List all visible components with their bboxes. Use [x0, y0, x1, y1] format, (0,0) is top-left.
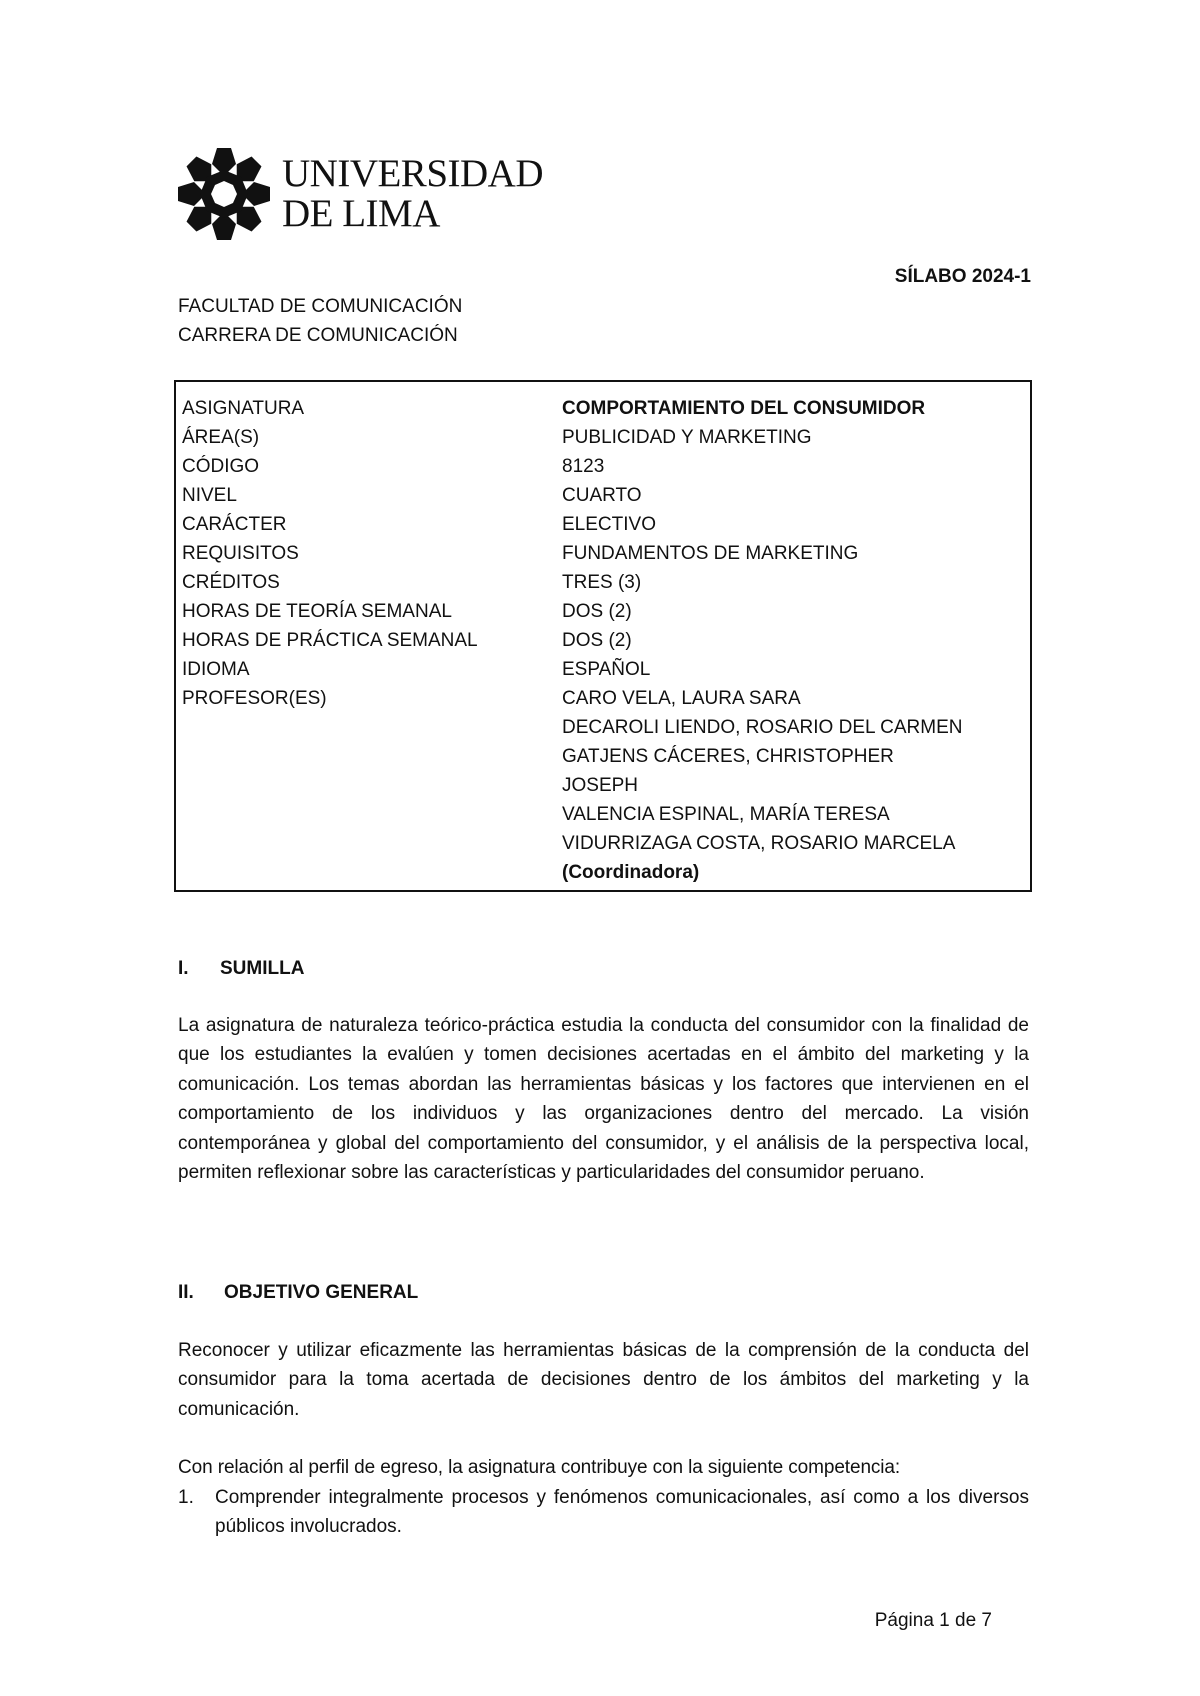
- info-label: CRÉDITOS: [182, 572, 280, 593]
- info-label: PROFESOR(ES): [182, 688, 327, 709]
- section-title: OBJETIVO GENERAL: [224, 1282, 419, 1303]
- section-number: I.: [178, 958, 189, 979]
- section-number: II.: [178, 1282, 194, 1303]
- course-info-table: [174, 380, 1032, 892]
- professor-name: DECAROLI LIENDO, ROSARIO DEL CARMEN: [562, 717, 963, 738]
- info-value: TRES (3): [562, 572, 642, 593]
- professor-name: JOSEPH: [562, 775, 639, 796]
- professor-name: CARO VELA, LAURA SARA: [562, 688, 801, 709]
- university-logo: [176, 146, 566, 246]
- info-label: ÁREA(S): [182, 427, 260, 448]
- professor-list: [562, 684, 962, 887]
- info-label: REQUISITOS: [182, 543, 299, 564]
- info-label: HORAS DE TEORÍA SEMANAL: [182, 601, 452, 622]
- info-label: CÓDIGO: [182, 456, 260, 477]
- logo-line-2: DE LIMA: [282, 192, 440, 235]
- list-number: 1.: [178, 1487, 194, 1508]
- info-value: 8123: [562, 456, 605, 477]
- star-emblem-icon: [176, 146, 272, 242]
- info-value: DOS (2): [562, 601, 632, 622]
- info-label: HORAS DE PRÁCTICA SEMANAL: [182, 630, 478, 651]
- objetivo-text: Reconocer y utilizar eficazmente las herramientas básicas de la comprensión de la conducta del consumidor para la toma acertada de decisiones dentro de los ámbitos del marketing y la comunicación.: [178, 1340, 1029, 1420]
- list-text: Comprender integralmente procesos y fenómenos comunicacionales, así como a los diversos públicos involucrados.: [215, 1487, 1029, 1538]
- info-value: ELECTIVO: [562, 514, 656, 535]
- info-value: FUNDAMENTOS DE MARKETING: [562, 543, 859, 564]
- faculty-name: FACULTAD DE COMUNICACIÓN: [178, 296, 463, 317]
- professor-name: VALENCIA ESPINAL, MARÍA TERESA: [562, 804, 890, 825]
- page-number: Página 1 de 7: [874, 1610, 992, 1631]
- info-label: NIVEL: [182, 485, 237, 506]
- career-name: CARRERA DE COMUNICACIÓN: [178, 325, 458, 346]
- section-title: SUMILLA: [220, 958, 305, 979]
- faculty-block: [178, 292, 462, 350]
- section-heading-sumilla: [178, 958, 304, 980]
- professor-name: GATJENS CÁCERES, CHRISTOPHER: [562, 746, 894, 767]
- info-value: COMPORTAMIENTO DEL CONSUMIDOR: [562, 398, 926, 419]
- syllabus-title: SÍLABO 2024-1: [894, 266, 1031, 287]
- university-name: [282, 154, 543, 234]
- coordinator-note: (Coordinadora): [562, 862, 700, 883]
- info-value: ESPAÑOL: [562, 659, 651, 680]
- section-heading-objetivo: [178, 1282, 418, 1304]
- info-value: DOS (2): [562, 630, 632, 651]
- info-label: CARÁCTER: [182, 514, 287, 535]
- info-value: PUBLICIDAD Y MARKETING: [562, 427, 812, 448]
- logo-line-1: UNIVERSIDAD: [282, 152, 543, 195]
- sumilla-text: La asignatura de naturaleza teórico-práctica estudia la conducta del consumidor con la finalidad de que los estudiantes la evalúen y tomen decisiones acertadas en el ámbito del marketing y la comunicación. Los temas abordan las herramientas básicas y los factores que intervienen en el comportamiento de los individuos y las organizaciones dentro del mercado. La visión contemporánea y global del comportamiento del consumidor, y el análisis de la perspectiva local, permiten reflexionar sobre las características y particularidades del consumidor peruano.: [178, 1015, 1029, 1184]
- info-label: IDIOMA: [182, 659, 250, 680]
- info-label: ASIGNATURA: [182, 398, 305, 419]
- competence-intro: Con relación al perfil de egreso, la asignatura contribuye con la siguiente competencia:: [178, 1457, 901, 1478]
- professor-name: VIDURRIZAGA COSTA, ROSARIO MARCELA: [562, 833, 956, 854]
- info-value: CUARTO: [562, 485, 642, 506]
